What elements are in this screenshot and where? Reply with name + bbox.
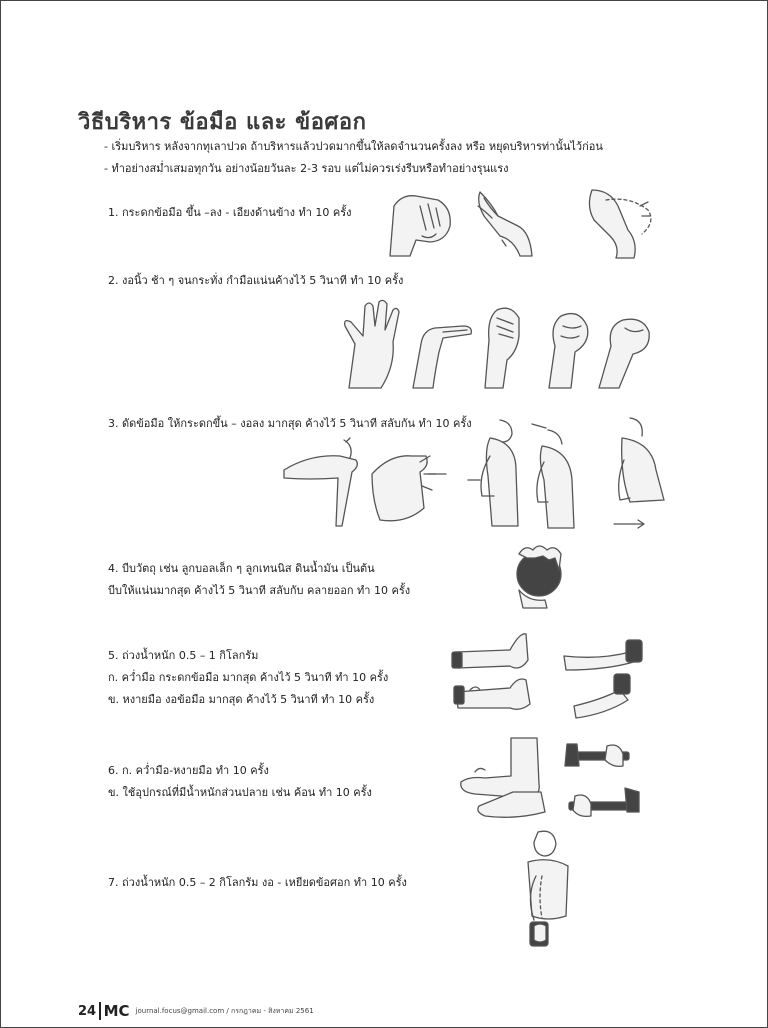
standing-wrist-stretch-2-illustration [532, 424, 574, 528]
step-5 [108, 645, 388, 711]
step-1-illustrations [380, 186, 680, 260]
wrist-deviation-illustration [589, 190, 650, 258]
step-4-line-1: 4. บีบวัตถุ เช่น ลูกบอลเล็ก ๆ ลูกเทนนิส ดินน้ำมัน เป็นต้น [108, 562, 375, 575]
step-5-line-3: ข. หงายมือ งอข้อมือ มากสุด ค้างไว้ 5 วินาที ทำ 10 ครั้ง [108, 693, 375, 706]
forearm-weight-extension-illustration [452, 634, 528, 668]
journal-logo: MC [103, 1002, 130, 1020]
step-6 [108, 760, 372, 804]
intro-line-1: - เริ่มบริหาร หลังจากทุเลาปวด ถ้าบริหารแล้วปวดมากขึ้นให้ลดจำนวนครั้งลง หรือ หยุดบริหารท่านั้นไว้ก่อน [104, 140, 603, 153]
step-4 [108, 558, 410, 602]
step-6-illustrations [455, 736, 655, 822]
step-3-illustrations [280, 416, 680, 536]
step-4-illustrations [505, 540, 575, 610]
wrist-flexion-stretch-illustration [284, 438, 357, 526]
ball-squeeze-illustration [517, 546, 561, 608]
step-7-line-1: 7. ถ่วงน้ำหนัก 0.5 – 2 กิโลกรัม งอ - เหยียดข้อศอก ทำ 10 ครั้ง [108, 876, 407, 889]
hammer-upright-illustration [565, 744, 629, 766]
step-1-line-1: 1. กระดกข้อมือ ขึ้น –ลง - เอียงด้านข้าง ทำ 10 ครั้ง [108, 206, 352, 219]
open-hand-illustration [345, 300, 399, 388]
elbow-curl-illustration [528, 831, 568, 946]
page-title: วิธีบริหาร ข้อมือ และ ข้อศอก [78, 110, 367, 135]
forearm-weight-pronation-illustration [574, 674, 630, 718]
step-5-illustrations [450, 630, 660, 730]
step-5-line-2: ก. คว่ำมือ กระดกข้อมือ มากสุด ค้างไว้ 5 วินาที ทำ 10 ครั้ง [108, 671, 389, 684]
forearm-weight-flexion-illustration [564, 640, 642, 670]
forearm-rotation-illustration [461, 738, 545, 817]
footer-divider [99, 1002, 101, 1020]
fingers-bent-illustration [413, 326, 471, 388]
side-wrist-stretch-illustration [614, 418, 664, 528]
step-6-line-2: ข. ใช้อุปกรณ์ที่มีน้ำหนักส่วนปลาย เช่น ค้อน ทำ 10 ครั้ง [108, 786, 372, 799]
step-2 [108, 270, 403, 292]
half-fist-illustration [549, 314, 588, 388]
step-2-line-1: 2. งอนิ้ว ช้า ๆ จนกระทั่ง กำมือแน่นค้างไว้ 5 วินาที ทำ 10 ครั้ง [108, 274, 404, 287]
step-2-illustrations [335, 296, 665, 392]
intro-line-2: - ทำอย่างสม่ำเสมอทุกวัน อย่างน้อยวันละ 2-3 รอบ แต่ไม่ควรเร่งรีบหรือทำอย่างรุนแรง [104, 162, 509, 175]
footer [78, 1000, 314, 1022]
page-number: 24 [78, 1003, 97, 1019]
wrist-flexion-illustration [478, 192, 532, 256]
full-fist-illustration [599, 319, 649, 388]
step-5-line-1: 5. ถ่วงน้ำหนัก 0.5 – 1 กิโลกรัม [108, 649, 259, 662]
hook-fist-illustration [485, 308, 519, 388]
standing-wrist-stretch-illustration [468, 420, 518, 526]
step-1 [108, 202, 352, 224]
step-7-illustrations [520, 826, 580, 956]
step-4-line-2: บีบให้แน่นมากสุด ค้างไว้ 5 วินาที สลับกับ คลายออก ทำ 10 ครั้ง [108, 584, 411, 597]
wrist-extension-illustration [390, 196, 450, 256]
wrist-extension-stretch-illustration [372, 456, 446, 521]
forearm-weight-supination-illustration [454, 679, 530, 709]
hammer-side-illustration [569, 788, 639, 816]
step-7 [108, 872, 407, 894]
step-3-line-1: 3. ดัดข้อมือ ให้กระดกขึ้น – งอลง มากสุด ค้างไว้ 5 วินาที สลับกัน ทำ 10 ครั้ง [108, 417, 472, 430]
step-6-line-1: 6. ก. คว่ำมือ-หงายมือ ทำ 10 ครั้ง [108, 764, 269, 777]
footer-contact: journal.focus@gmail.com / กรกฎาคม - สิงหาคม 2561 [135, 1006, 314, 1015]
